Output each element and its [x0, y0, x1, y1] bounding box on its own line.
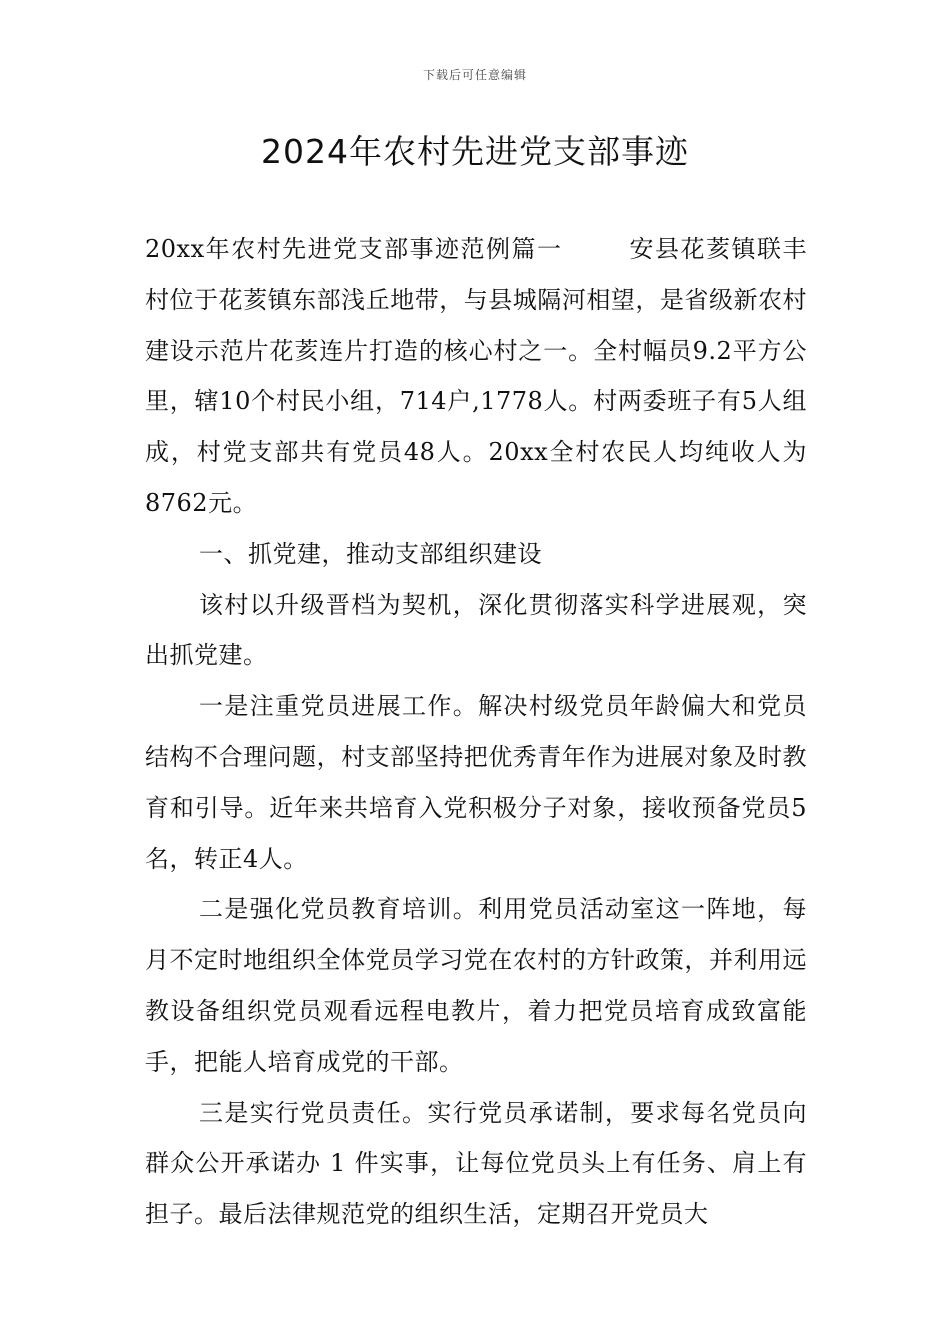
paragraph: 二是强化党员教育培训。利用党员活动室这一阵地，每月不定时地组织全体党员学习党在农村的方针政策，并利用远教设备组织党员观看远程电教片，着力把党员培育成致富能手，把能人培育成党的干部。 — [145, 895, 807, 1076]
intro-text: 安县花荄镇联丰村位于花荄镇东部浅丘地带，与县城隔河相望，是省级新农村建设示范片花荄连片打造的核心村之一。全村幅员9.2平方公里，辖10个村民小组，714户,1778人。村两委班子有5人组成，村党支部共有党员48人。20xx全村农民人均纯收人为8762元。 — [145, 235, 808, 517]
intro-paragraph — [145, 224, 807, 529]
document-title: 2024年农村先进党支部事迹 — [261, 132, 689, 171]
paragraph: 三是实行党员责任。实行党员承诺制，要求每名党员向群众公开承诺办 1 件实事，让每位党员头上有任务、肩上有担子。最后法律规范党的组织生活，定期召开党员大 — [145, 1098, 807, 1229]
intro-lead: 20xx年农村先进党支部事迹范例篇一 — [145, 235, 563, 263]
paragraph: 一是注重党员进展工作。解决村级党员年龄偏大和党员结构不合理问题，村支部坚持把优秀青年作为进展对象及时教育和引导。近年来共培育入党积极分子对象，接收预备党员5名，转正4人。 — [145, 692, 807, 873]
header-note: 下载后可任意编辑 — [422, 68, 527, 82]
document-body — [145, 224, 807, 1240]
section-heading: 一、抓党建，推动支部组织建设 — [199, 539, 542, 568]
paragraph: 该村以升级晋档为契机，深化贯彻落实科学进展观，突出抓党建。 — [145, 590, 807, 670]
